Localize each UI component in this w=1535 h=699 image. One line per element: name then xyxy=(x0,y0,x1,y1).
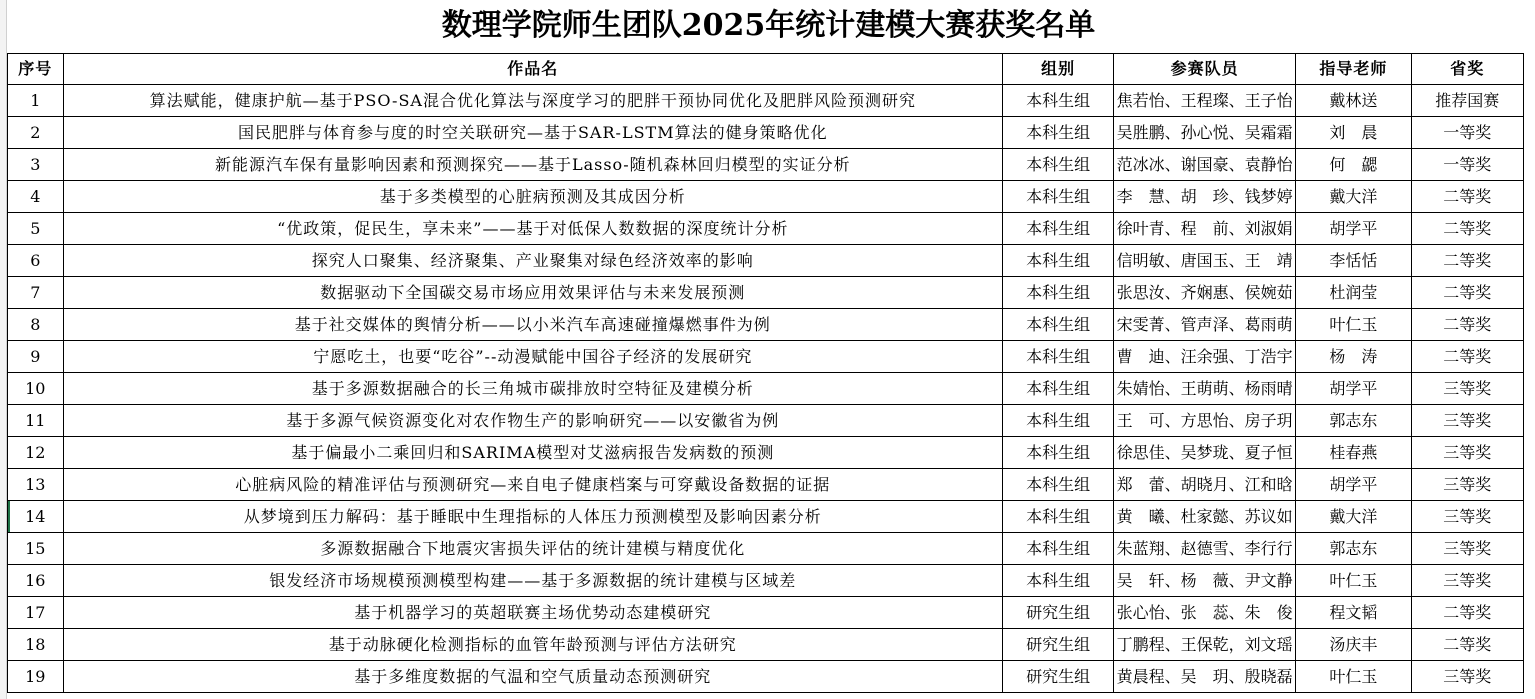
table-row xyxy=(8,405,1524,437)
cell-index[interactable]: 3 xyxy=(8,149,64,181)
cell-award[interactable]: 三等奖 xyxy=(1411,405,1523,437)
cell-award[interactable]: 三等奖 xyxy=(1411,533,1523,565)
cell-work[interactable]: “优政策，促民生，享未来”——基于对低保人数数据的深度统计分析 xyxy=(63,213,1002,245)
cell-group[interactable]: 本科生组 xyxy=(1002,181,1113,213)
cell-members[interactable]: 焦若怡、王程璨、王子怡 xyxy=(1114,85,1296,117)
cell-work[interactable]: 基于多类模型的心脏病预测及其成因分析 xyxy=(63,181,1002,213)
cell-group[interactable]: 本科生组 xyxy=(1002,341,1113,373)
cell-award[interactable]: 一等奖 xyxy=(1411,149,1523,181)
cell-members[interactable]: 朱婧怡、王萌萌、杨雨晴 xyxy=(1114,373,1296,405)
cell-index[interactable]: 2 xyxy=(8,117,64,149)
row-header-gutter xyxy=(0,0,7,699)
table-row xyxy=(8,501,1524,533)
table-row xyxy=(8,373,1524,405)
cell-advisor[interactable]: 桂春燕 xyxy=(1296,437,1412,469)
cell-work[interactable]: 从梦境到压力解码：基于睡眠中生理指标的人体压力预测模型及影响因素分析 xyxy=(63,501,1002,533)
cell-work[interactable]: 数据驱动下全国碳交易市场应用效果评估与未来发展预测 xyxy=(63,277,1002,309)
table-row xyxy=(8,437,1524,469)
cell-members[interactable]: 王 可、方思怡、房子玥 xyxy=(1114,405,1296,437)
cell-group[interactable]: 本科生组 xyxy=(1002,501,1113,533)
cell-work[interactable]: 算法赋能，健康护航—基于PSO-SA混合优化算法与深度学习的肥胖干预协同优化及肥胖风险预测研究 xyxy=(63,85,1002,117)
cell-index[interactable]: 16 xyxy=(8,565,64,597)
cell-advisor[interactable]: 杜润莹 xyxy=(1296,277,1412,309)
cell-members[interactable]: 曹 迪、汪余强、丁浩宇 xyxy=(1114,341,1296,373)
cell-work[interactable]: 探究人口聚集、经济聚集、产业聚集对绿色经济效率的影响 xyxy=(63,245,1002,277)
cell-members[interactable]: 徐思佳、吴梦珑、夏子恒 xyxy=(1114,437,1296,469)
cell-index[interactable]: 9 xyxy=(8,341,64,373)
cell-work[interactable]: 基于偏最小二乘回归和SARIMA模型对艾滋病报告发病数的预测 xyxy=(63,437,1002,469)
cell-work[interactable]: 银发经济市场规模预测模型构建——基于多源数据的统计建模与区域差 xyxy=(63,565,1002,597)
cell-work[interactable]: 心脏病风险的精准评估与预测研究—来自电子健康档案与可穿戴设备数据的证据 xyxy=(63,469,1002,501)
table-row xyxy=(8,341,1524,373)
cell-advisor[interactable]: 刘 晨 xyxy=(1296,117,1412,149)
cell-members[interactable]: 吴胜鹏、孙心悦、吴霜霜 xyxy=(1114,117,1296,149)
table-row xyxy=(8,213,1524,245)
cell-work[interactable]: 宁愿吃土，也要“吃谷”--动漫赋能中国谷子经济的发展研究 xyxy=(63,341,1002,373)
cell-work[interactable]: 基于多源数据融合的长三角城市碳排放时空特征及建模分析 xyxy=(63,373,1002,405)
table-row xyxy=(8,629,1524,661)
cell-index[interactable]: 19 xyxy=(8,661,64,693)
cell-work[interactable]: 新能源汽车保有量影响因素和预测探究——基于Lasso-随机森林回归模型的实证分析 xyxy=(63,149,1002,181)
cell-award[interactable]: 三等奖 xyxy=(1411,437,1523,469)
cell-award[interactable]: 三等奖 xyxy=(1411,469,1523,501)
cell-index[interactable]: 15 xyxy=(8,533,64,565)
column-header-advisor[interactable]: 指导老师 xyxy=(1296,54,1412,85)
cell-members[interactable]: 张思汝、齐娴惠、侯婉茹 xyxy=(1114,277,1296,309)
cell-members[interactable]: 张心怡、张 蕊、朱 俊 xyxy=(1114,597,1296,629)
cell-award[interactable]: 三等奖 xyxy=(1411,373,1523,405)
cell-index[interactable]: 4 xyxy=(8,181,64,213)
cell-advisor[interactable]: 郭志东 xyxy=(1296,405,1412,437)
cell-group[interactable]: 本科生组 xyxy=(1002,373,1113,405)
column-header-group[interactable]: 组别 xyxy=(1002,54,1113,85)
awards-table xyxy=(7,53,1524,693)
cell-award[interactable]: 二等奖 xyxy=(1411,597,1523,629)
cell-members[interactable]: 吴 轩、杨 薇、尹文静 xyxy=(1114,565,1296,597)
cell-advisor[interactable]: 戴林送 xyxy=(1296,85,1412,117)
table-row xyxy=(8,469,1524,501)
cell-index[interactable]: 13 xyxy=(8,469,64,501)
table-row xyxy=(8,661,1524,693)
cell-work[interactable]: 国民肥胖与体育参与度的时空关联研究—基于SAR-LSTM算法的健身策略优化 xyxy=(63,117,1002,149)
cell-group[interactable]: 本科生组 xyxy=(1002,469,1113,501)
cell-advisor[interactable]: 戴大洋 xyxy=(1296,181,1412,213)
cell-advisor[interactable]: 胡学平 xyxy=(1296,373,1412,405)
cell-members[interactable]: 李 慧、胡 珍、钱梦婷 xyxy=(1114,181,1296,213)
cell-award[interactable]: 三等奖 xyxy=(1411,661,1523,693)
cell-index[interactable]: 8 xyxy=(8,309,64,341)
column-header-index[interactable]: 序号 xyxy=(8,54,64,85)
cell-award[interactable]: 二等奖 xyxy=(1411,213,1523,245)
cell-award[interactable]: 二等奖 xyxy=(1411,309,1523,341)
cell-group[interactable]: 本科生组 xyxy=(1002,117,1113,149)
table-row xyxy=(8,85,1524,117)
cell-group[interactable]: 本科生组 xyxy=(1002,533,1113,565)
cell-award[interactable]: 三等奖 xyxy=(1411,565,1523,597)
cell-award[interactable]: 二等奖 xyxy=(1411,245,1523,277)
cell-group[interactable]: 本科生组 xyxy=(1002,405,1113,437)
cell-advisor[interactable]: 何 勰 xyxy=(1296,149,1412,181)
cell-members[interactable]: 黄晨程、吴 玥、殷晓磊 xyxy=(1114,661,1296,693)
cell-group[interactable]: 本科生组 xyxy=(1002,213,1113,245)
cell-advisor[interactable]: 杨 涛 xyxy=(1296,341,1412,373)
table-row xyxy=(8,597,1524,629)
cell-index[interactable]: 11 xyxy=(8,405,64,437)
cell-members[interactable]: 郑 蕾、胡晓月、江和晗 xyxy=(1114,469,1296,501)
cell-members[interactable]: 朱蓝翔、赵德雪、李行行 xyxy=(1114,533,1296,565)
cell-members[interactable]: 丁鹏程、王保乾，刘文瑶 xyxy=(1114,629,1296,661)
table-row xyxy=(8,277,1524,309)
table-row xyxy=(8,533,1524,565)
cell-group[interactable]: 研究生组 xyxy=(1002,597,1113,629)
table-row xyxy=(8,149,1524,181)
cell-award[interactable]: 推荐国赛 xyxy=(1411,85,1523,117)
cell-members[interactable]: 宋雯菁、管声泽、葛雨萌 xyxy=(1114,309,1296,341)
table-row xyxy=(8,181,1524,213)
cell-work[interactable]: 多源数据融合下地震灾害损失评估的统计建模与精度优化 xyxy=(63,533,1002,565)
cell-index[interactable]: 5 xyxy=(8,213,64,245)
cell-award[interactable]: 二等奖 xyxy=(1411,181,1523,213)
cell-award[interactable]: 三等奖 xyxy=(1411,501,1523,533)
column-header-award[interactable]: 省奖 xyxy=(1411,54,1523,85)
table-row xyxy=(8,565,1524,597)
cell-members[interactable]: 范冰冰、谢国豪、袁静怡 xyxy=(1114,149,1296,181)
column-header-members[interactable]: 参赛队员 xyxy=(1114,54,1296,85)
column-header-work[interactable]: 作品名 xyxy=(63,54,1002,85)
table-header-row xyxy=(8,54,1524,85)
table-row xyxy=(8,309,1524,341)
cell-members[interactable]: 信明敏、唐国玉、王 靖 xyxy=(1114,245,1296,277)
cell-advisor[interactable]: 戴大洋 xyxy=(1296,501,1412,533)
cell-index[interactable]: 1 xyxy=(8,85,64,117)
cell-group[interactable]: 本科生组 xyxy=(1002,309,1113,341)
cell-advisor[interactable]: 李恬恬 xyxy=(1296,245,1412,277)
cell-members[interactable]: 黄 曦、杜家懿、苏议如 xyxy=(1114,501,1296,533)
cell-advisor[interactable]: 叶仁玉 xyxy=(1296,661,1412,693)
cell-work[interactable]: 基于多源气候资源变化对农作物生产的影响研究——以安徽省为例 xyxy=(63,405,1002,437)
cell-index[interactable]: 10 xyxy=(8,373,64,405)
cell-index[interactable]: 12 xyxy=(8,437,64,469)
cell-group[interactable]: 本科生组 xyxy=(1002,277,1113,309)
cell-index[interactable]: 7 xyxy=(8,277,64,309)
cell-index[interactable]: 6 xyxy=(8,245,64,277)
cell-award[interactable]: 二等奖 xyxy=(1411,629,1523,661)
cell-advisor[interactable]: 胡学平 xyxy=(1296,469,1412,501)
cell-members[interactable]: 徐叶青、程 前、刘淑娟 xyxy=(1114,213,1296,245)
cell-work[interactable]: 基于机器学习的英超联赛主场优势动态建模研究 xyxy=(63,597,1002,629)
table-row xyxy=(8,245,1524,277)
cell-index[interactable]: 18 xyxy=(8,629,64,661)
cell-group[interactable]: 本科生组 xyxy=(1002,565,1113,597)
cell-advisor[interactable]: 叶仁玉 xyxy=(1296,565,1412,597)
cell-advisor[interactable]: 叶仁玉 xyxy=(1296,309,1412,341)
cell-group[interactable]: 本科生组 xyxy=(1002,245,1113,277)
cell-award[interactable]: 二等奖 xyxy=(1411,277,1523,309)
cell-index[interactable]: 17 xyxy=(8,597,64,629)
cell-work[interactable]: 基于社交媒体的舆情分析——以小米汽车高速碰撞爆燃事件为例 xyxy=(63,309,1002,341)
cell-advisor[interactable]: 胡学平 xyxy=(1296,213,1412,245)
cell-advisor[interactable]: 程文韬 xyxy=(1296,597,1412,629)
cell-group[interactable]: 本科生组 xyxy=(1002,149,1113,181)
cell-award[interactable]: 二等奖 xyxy=(1411,341,1523,373)
sheet-title[interactable]: 数理学院师生团队2025年统计建模大赛获奖名单 xyxy=(441,8,1096,43)
cell-award[interactable]: 一等奖 xyxy=(1411,117,1523,149)
cell-work[interactable]: 基于多维度数据的气温和空气质量动态预测研究 xyxy=(63,661,1002,693)
cell-work[interactable]: 基于动脉硬化检测指标的血管年龄预测与评估方法研究 xyxy=(63,629,1002,661)
table-row xyxy=(8,117,1524,149)
cell-advisor[interactable]: 汤庆丰 xyxy=(1296,629,1412,661)
cell-group[interactable]: 研究生组 xyxy=(1002,661,1113,693)
cell-index[interactable]: 14 xyxy=(8,501,64,533)
cell-group[interactable]: 本科生组 xyxy=(1002,85,1113,117)
cell-group[interactable]: 研究生组 xyxy=(1002,629,1113,661)
cell-group[interactable]: 本科生组 xyxy=(1002,437,1113,469)
cell-advisor[interactable]: 郭志东 xyxy=(1296,533,1412,565)
